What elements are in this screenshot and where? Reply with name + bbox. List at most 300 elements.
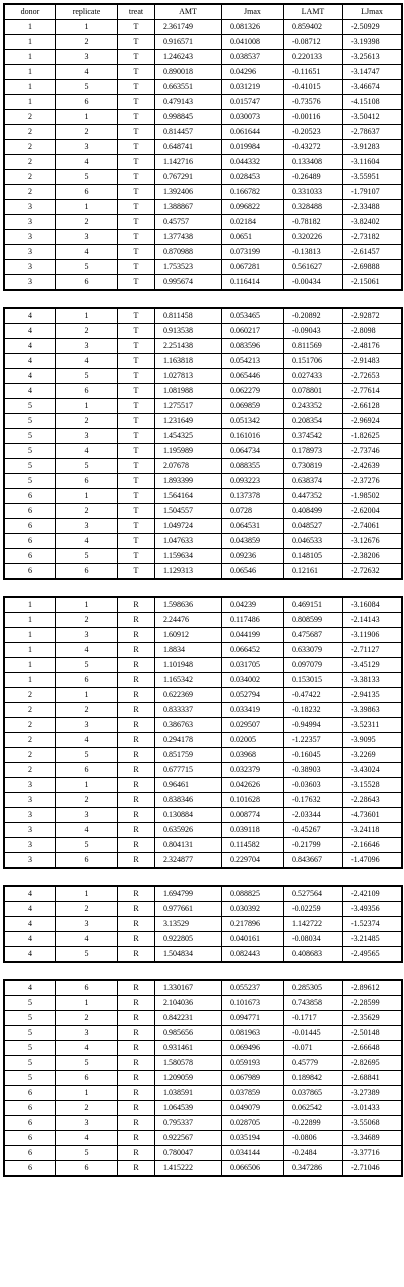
cell-replicate: 1 <box>56 110 118 125</box>
cell-ljmax: -2.37276 <box>343 474 402 489</box>
cell-donor: 4 <box>5 932 56 947</box>
cell-replicate: 2 <box>56 504 118 519</box>
table-row <box>5 504 402 519</box>
cell-jmax: 0.032379 <box>222 763 284 778</box>
cell-donor: 1 <box>5 65 56 80</box>
cell-amt: 1.159634 <box>155 549 222 564</box>
cell-amt: 1.564164 <box>155 489 222 504</box>
cell-ljmax: -3.11604 <box>343 155 402 170</box>
cell-treat: R <box>118 917 155 932</box>
cell-lamt: 0.037865 <box>284 1086 343 1101</box>
cell-donor: 1 <box>5 20 56 35</box>
cell-replicate: 4 <box>56 733 118 748</box>
cell-ljmax: -3.14747 <box>343 65 402 80</box>
cell-ljmax: -2.42109 <box>343 887 402 902</box>
cell-lamt: -0.02259 <box>284 902 343 917</box>
cell-donor: 1 <box>5 50 56 65</box>
table-row <box>5 658 402 673</box>
cell-donor: 5 <box>5 1071 56 1086</box>
cell-treat: R <box>118 613 155 628</box>
cell-amt: 3.13529 <box>155 917 222 932</box>
cell-amt: 0.96461 <box>155 778 222 793</box>
cell-jmax: 0.064531 <box>222 519 284 534</box>
cell-lamt: 0.12161 <box>284 564 343 579</box>
cell-donor: 2 <box>5 733 56 748</box>
cell-donor: 3 <box>5 245 56 260</box>
cell-jmax: 0.029507 <box>222 718 284 733</box>
cell-replicate: 4 <box>56 534 118 549</box>
cell-lamt: 0.320226 <box>284 230 343 245</box>
cell-jmax: 0.229704 <box>222 853 284 868</box>
cell-replicate: 6 <box>56 1071 118 1086</box>
cell-replicate: 4 <box>56 1041 118 1056</box>
cell-donor: 1 <box>5 35 56 50</box>
cell-amt: 0.45757 <box>155 215 222 230</box>
cell-replicate: 5 <box>56 838 118 853</box>
cell-amt: 0.811458 <box>155 309 222 324</box>
cell-lamt: -0.00434 <box>284 275 343 290</box>
cell-amt: 0.977661 <box>155 902 222 917</box>
cell-replicate: 2 <box>56 1101 118 1116</box>
table-body-2 <box>5 309 402 579</box>
cell-amt: 0.479143 <box>155 95 222 110</box>
cell-ljmax: -2.72653 <box>343 369 402 384</box>
table-row <box>5 981 402 996</box>
header-row <box>5 5 402 20</box>
cell-treat: R <box>118 1101 155 1116</box>
data-table-3 <box>4 597 402 868</box>
cell-ljmax: -1.47096 <box>343 853 402 868</box>
cell-ljmax: -3.52311 <box>343 718 402 733</box>
cell-replicate: 5 <box>56 549 118 564</box>
cell-amt: 0.851759 <box>155 748 222 763</box>
cell-donor: 6 <box>5 1116 56 1131</box>
cell-donor: 3 <box>5 838 56 853</box>
table-row <box>5 489 402 504</box>
table-row <box>5 230 402 245</box>
data-table-5 <box>4 980 402 1176</box>
cell-jmax: 0.037859 <box>222 1086 284 1101</box>
table-row <box>5 838 402 853</box>
cell-replicate: 6 <box>56 384 118 399</box>
cell-lamt: -0.47422 <box>284 688 343 703</box>
cell-jmax: 0.03968 <box>222 748 284 763</box>
cell-ljmax: -2.74061 <box>343 519 402 534</box>
cell-lamt: -0.17632 <box>284 793 343 808</box>
cell-jmax: 0.161016 <box>222 429 284 444</box>
table-row <box>5 808 402 823</box>
table-row <box>5 309 402 324</box>
cell-ljmax: -2.62004 <box>343 504 402 519</box>
table-row <box>5 215 402 230</box>
table-block-5 <box>3 979 403 1177</box>
cell-ljmax: -2.16646 <box>343 838 402 853</box>
table-row <box>5 793 402 808</box>
cell-treat: R <box>118 1026 155 1041</box>
cell-jmax: 0.042626 <box>222 778 284 793</box>
cell-treat: T <box>118 245 155 260</box>
cell-jmax: 0.166782 <box>222 185 284 200</box>
cell-donor: 1 <box>5 628 56 643</box>
table-row <box>5 853 402 868</box>
cell-lamt: 0.374542 <box>284 429 343 444</box>
cell-replicate: 1 <box>56 688 118 703</box>
table-row <box>5 996 402 1011</box>
cell-amt: 2.07678 <box>155 459 222 474</box>
cell-donor: 5 <box>5 429 56 444</box>
cell-amt: 0.795337 <box>155 1116 222 1131</box>
table-block-3 <box>3 596 403 869</box>
cell-lamt: 0.347286 <box>284 1161 343 1176</box>
cell-treat: R <box>118 996 155 1011</box>
cell-replicate: 3 <box>56 230 118 245</box>
cell-lamt: -0.22899 <box>284 1116 343 1131</box>
cell-treat: T <box>118 200 155 215</box>
cell-ljmax: -2.38206 <box>343 549 402 564</box>
cell-amt: 1.8834 <box>155 643 222 658</box>
cell-donor: 1 <box>5 80 56 95</box>
cell-ljmax: -3.91283 <box>343 140 402 155</box>
cell-lamt: 0.447352 <box>284 489 343 504</box>
table-row <box>5 260 402 275</box>
cell-treat: T <box>118 185 155 200</box>
cell-replicate: 1 <box>56 489 118 504</box>
cell-donor: 3 <box>5 778 56 793</box>
cell-replicate: 2 <box>56 1011 118 1026</box>
cell-replicate: 5 <box>56 80 118 95</box>
cell-treat: R <box>118 808 155 823</box>
cell-jmax: 0.093223 <box>222 474 284 489</box>
cell-treat: R <box>118 932 155 947</box>
table-row <box>5 519 402 534</box>
cell-treat: R <box>118 793 155 808</box>
cell-treat: R <box>118 673 155 688</box>
cell-ljmax: -1.79107 <box>343 185 402 200</box>
cell-donor: 6 <box>5 504 56 519</box>
cell-treat: R <box>118 1056 155 1071</box>
cell-donor: 1 <box>5 643 56 658</box>
cell-amt: 0.780047 <box>155 1146 222 1161</box>
table-row <box>5 444 402 459</box>
cell-treat: R <box>118 658 155 673</box>
cell-donor: 4 <box>5 354 56 369</box>
cell-jmax: 0.052794 <box>222 688 284 703</box>
cell-treat: T <box>118 489 155 504</box>
cell-replicate: 5 <box>56 260 118 275</box>
cell-donor: 4 <box>5 324 56 339</box>
cell-replicate: 3 <box>56 50 118 65</box>
table-block-4 <box>3 885 403 963</box>
cell-ljmax: -3.43024 <box>343 763 402 778</box>
cell-treat: R <box>118 1011 155 1026</box>
cell-replicate: 2 <box>56 125 118 140</box>
table-row <box>5 947 402 962</box>
cell-treat: T <box>118 474 155 489</box>
cell-replicate: 4 <box>56 245 118 260</box>
table-row <box>5 823 402 838</box>
table-row <box>5 748 402 763</box>
table-block-1 <box>3 3 403 291</box>
cell-replicate: 4 <box>56 155 118 170</box>
cell-replicate: 1 <box>56 200 118 215</box>
cell-ljmax: -2.71046 <box>343 1161 402 1176</box>
cell-amt: 0.842231 <box>155 1011 222 1026</box>
cell-donor: 2 <box>5 718 56 733</box>
cell-donor: 2 <box>5 155 56 170</box>
cell-replicate: 5 <box>56 748 118 763</box>
cell-ljmax: -2.77614 <box>343 384 402 399</box>
table-row <box>5 1146 402 1161</box>
cell-treat: R <box>118 628 155 643</box>
cell-amt: 0.995674 <box>155 275 222 290</box>
cell-amt: 0.804131 <box>155 838 222 853</box>
table-row <box>5 733 402 748</box>
cell-replicate: 1 <box>56 399 118 414</box>
cell-treat: T <box>118 35 155 50</box>
cell-lamt: -0.03603 <box>284 778 343 793</box>
data-table-1 <box>4 4 402 290</box>
cell-donor: 1 <box>5 95 56 110</box>
cell-donor: 3 <box>5 260 56 275</box>
cell-donor: 5 <box>5 399 56 414</box>
cell-amt: 1.142716 <box>155 155 222 170</box>
cell-amt: 1.694799 <box>155 887 222 902</box>
table-row <box>5 549 402 564</box>
table-body-5 <box>5 981 402 1176</box>
cell-amt: 2.24476 <box>155 613 222 628</box>
cell-jmax: 0.028705 <box>222 1116 284 1131</box>
cell-lamt: -0.16045 <box>284 748 343 763</box>
cell-amt: 1.038591 <box>155 1086 222 1101</box>
table-row <box>5 1041 402 1056</box>
table-row <box>5 245 402 260</box>
cell-jmax: 0.060217 <box>222 324 284 339</box>
cell-replicate: 3 <box>56 628 118 643</box>
cell-jmax: 0.031705 <box>222 658 284 673</box>
cell-ljmax: -2.8098 <box>343 324 402 339</box>
cell-ljmax: -3.01433 <box>343 1101 402 1116</box>
cell-jmax: 0.030073 <box>222 110 284 125</box>
cell-donor: 6 <box>5 549 56 564</box>
cell-amt: 1.246243 <box>155 50 222 65</box>
cell-treat: T <box>118 110 155 125</box>
table-row <box>5 1116 402 1131</box>
cell-donor: 5 <box>5 996 56 1011</box>
cell-amt: 1.163818 <box>155 354 222 369</box>
cell-ljmax: -2.69888 <box>343 260 402 275</box>
cell-ljmax: -2.33488 <box>343 200 402 215</box>
cell-ljmax: -2.50148 <box>343 1026 402 1041</box>
cell-jmax: 0.034002 <box>222 673 284 688</box>
cell-lamt: -0.18232 <box>284 703 343 718</box>
cell-treat: R <box>118 1071 155 1086</box>
cell-donor: 6 <box>5 1086 56 1101</box>
cell-lamt: 0.133408 <box>284 155 343 170</box>
cell-donor: 2 <box>5 703 56 718</box>
cell-replicate: 6 <box>56 564 118 579</box>
cell-treat: T <box>118 140 155 155</box>
table-row <box>5 474 402 489</box>
table-row <box>5 125 402 140</box>
cell-amt: 1.330167 <box>155 981 222 996</box>
cell-amt: 0.890018 <box>155 65 222 80</box>
cell-ljmax: -3.39863 <box>343 703 402 718</box>
cell-lamt: -0.38903 <box>284 763 343 778</box>
cell-treat: T <box>118 65 155 80</box>
cell-lamt: -0.26489 <box>284 170 343 185</box>
cell-ljmax: -3.21485 <box>343 932 402 947</box>
cell-lamt: 0.638374 <box>284 474 343 489</box>
cell-treat: R <box>118 838 155 853</box>
cell-jmax: 0.054213 <box>222 354 284 369</box>
table-row <box>5 763 402 778</box>
cell-ljmax: -2.35629 <box>343 1011 402 1026</box>
cell-jmax: 0.067989 <box>222 1071 284 1086</box>
cell-replicate: 2 <box>56 703 118 718</box>
cell-jmax: 0.094771 <box>222 1011 284 1026</box>
header-amt: AMT <box>155 5 222 20</box>
table-row <box>5 369 402 384</box>
cell-donor: 2 <box>5 763 56 778</box>
table-row <box>5 110 402 125</box>
cell-replicate: 6 <box>56 1161 118 1176</box>
cell-ljmax: -2.15061 <box>343 275 402 290</box>
cell-lamt: 0.153015 <box>284 673 343 688</box>
cell-jmax: 0.02005 <box>222 733 284 748</box>
cell-donor: 2 <box>5 185 56 200</box>
cell-jmax: 0.116414 <box>222 275 284 290</box>
cell-replicate: 2 <box>56 902 118 917</box>
cell-donor: 3 <box>5 275 56 290</box>
cell-lamt: 0.408683 <box>284 947 343 962</box>
cell-ljmax: -2.96924 <box>343 414 402 429</box>
cell-amt: 0.622369 <box>155 688 222 703</box>
table-row <box>5 459 402 474</box>
cell-lamt: 0.151706 <box>284 354 343 369</box>
cell-donor: 5 <box>5 1056 56 1071</box>
cell-replicate: 3 <box>56 808 118 823</box>
cell-treat: T <box>118 354 155 369</box>
cell-replicate: 5 <box>56 947 118 962</box>
cell-replicate: 2 <box>56 414 118 429</box>
cell-ljmax: -2.48176 <box>343 339 402 354</box>
cell-treat: R <box>118 902 155 917</box>
cell-replicate: 5 <box>56 1056 118 1071</box>
cell-amt: 1.598636 <box>155 598 222 613</box>
cell-donor: 4 <box>5 309 56 324</box>
cell-lamt: 0.178973 <box>284 444 343 459</box>
cell-ljmax: -4.73601 <box>343 808 402 823</box>
cell-amt: 1.753523 <box>155 260 222 275</box>
cell-amt: 1.047633 <box>155 534 222 549</box>
cell-amt: 0.130884 <box>155 808 222 823</box>
table-row <box>5 688 402 703</box>
header-replicate: replicate <box>56 5 118 20</box>
cell-donor: 2 <box>5 170 56 185</box>
cell-ljmax: -3.82402 <box>343 215 402 230</box>
cell-amt: 1.081988 <box>155 384 222 399</box>
cell-lamt: -0.45267 <box>284 823 343 838</box>
cell-replicate: 6 <box>56 95 118 110</box>
cell-ljmax: -3.45129 <box>343 658 402 673</box>
cell-lamt: -0.071 <box>284 1041 343 1056</box>
cell-jmax: 0.09236 <box>222 549 284 564</box>
cell-treat: T <box>118 125 155 140</box>
cell-replicate: 1 <box>56 996 118 1011</box>
cell-treat: R <box>118 1116 155 1131</box>
table-row <box>5 1131 402 1146</box>
cell-treat: T <box>118 260 155 275</box>
cell-treat: T <box>118 230 155 245</box>
cell-replicate: 3 <box>56 429 118 444</box>
cell-jmax: 0.049079 <box>222 1101 284 1116</box>
cell-donor: 1 <box>5 598 56 613</box>
table-row <box>5 384 402 399</box>
cell-lamt: 0.148105 <box>284 549 343 564</box>
table-row <box>5 902 402 917</box>
cell-donor: 3 <box>5 230 56 245</box>
cell-jmax: 0.088825 <box>222 887 284 902</box>
cell-replicate: 6 <box>56 981 118 996</box>
cell-jmax: 0.030392 <box>222 902 284 917</box>
cell-jmax: 0.043859 <box>222 534 284 549</box>
cell-donor: 4 <box>5 339 56 354</box>
cell-treat: R <box>118 703 155 718</box>
cell-lamt: 0.048527 <box>284 519 343 534</box>
cell-amt: 1.209059 <box>155 1071 222 1086</box>
cell-replicate: 6 <box>56 185 118 200</box>
cell-replicate: 4 <box>56 643 118 658</box>
cell-jmax: 0.064734 <box>222 444 284 459</box>
cell-amt: 0.833337 <box>155 703 222 718</box>
cell-amt: 1.504557 <box>155 504 222 519</box>
cell-amt: 1.049724 <box>155 519 222 534</box>
cell-replicate: 5 <box>56 658 118 673</box>
table-row <box>5 1101 402 1116</box>
cell-amt: 0.916571 <box>155 35 222 50</box>
cell-replicate: 4 <box>56 354 118 369</box>
cell-jmax: 0.008774 <box>222 808 284 823</box>
cell-donor: 4 <box>5 369 56 384</box>
cell-lamt: -0.1717 <box>284 1011 343 1026</box>
cell-donor: 5 <box>5 474 56 489</box>
cell-ljmax: -3.37716 <box>343 1146 402 1161</box>
cell-amt: 1.60912 <box>155 628 222 643</box>
cell-ljmax: -2.92872 <box>343 309 402 324</box>
cell-jmax: 0.096822 <box>222 200 284 215</box>
cell-amt: 1.064539 <box>155 1101 222 1116</box>
cell-donor: 6 <box>5 1131 56 1146</box>
cell-ljmax: -3.34689 <box>343 1131 402 1146</box>
cell-lamt: 0.285305 <box>284 981 343 996</box>
cell-donor: 4 <box>5 902 56 917</box>
cell-donor: 3 <box>5 200 56 215</box>
cell-replicate: 4 <box>56 65 118 80</box>
table-body-4 <box>5 887 402 962</box>
data-table-4 <box>4 886 402 962</box>
cell-lamt: 0.046533 <box>284 534 343 549</box>
cell-jmax: 0.06546 <box>222 564 284 579</box>
cell-treat: R <box>118 853 155 868</box>
table-row <box>5 598 402 613</box>
cell-amt: 1.893399 <box>155 474 222 489</box>
table-row <box>5 778 402 793</box>
cell-lamt: -0.73576 <box>284 95 343 110</box>
cell-amt: 1.388867 <box>155 200 222 215</box>
cell-ljmax: -3.15528 <box>343 778 402 793</box>
cell-treat: R <box>118 1131 155 1146</box>
cell-ljmax: -2.73182 <box>343 230 402 245</box>
